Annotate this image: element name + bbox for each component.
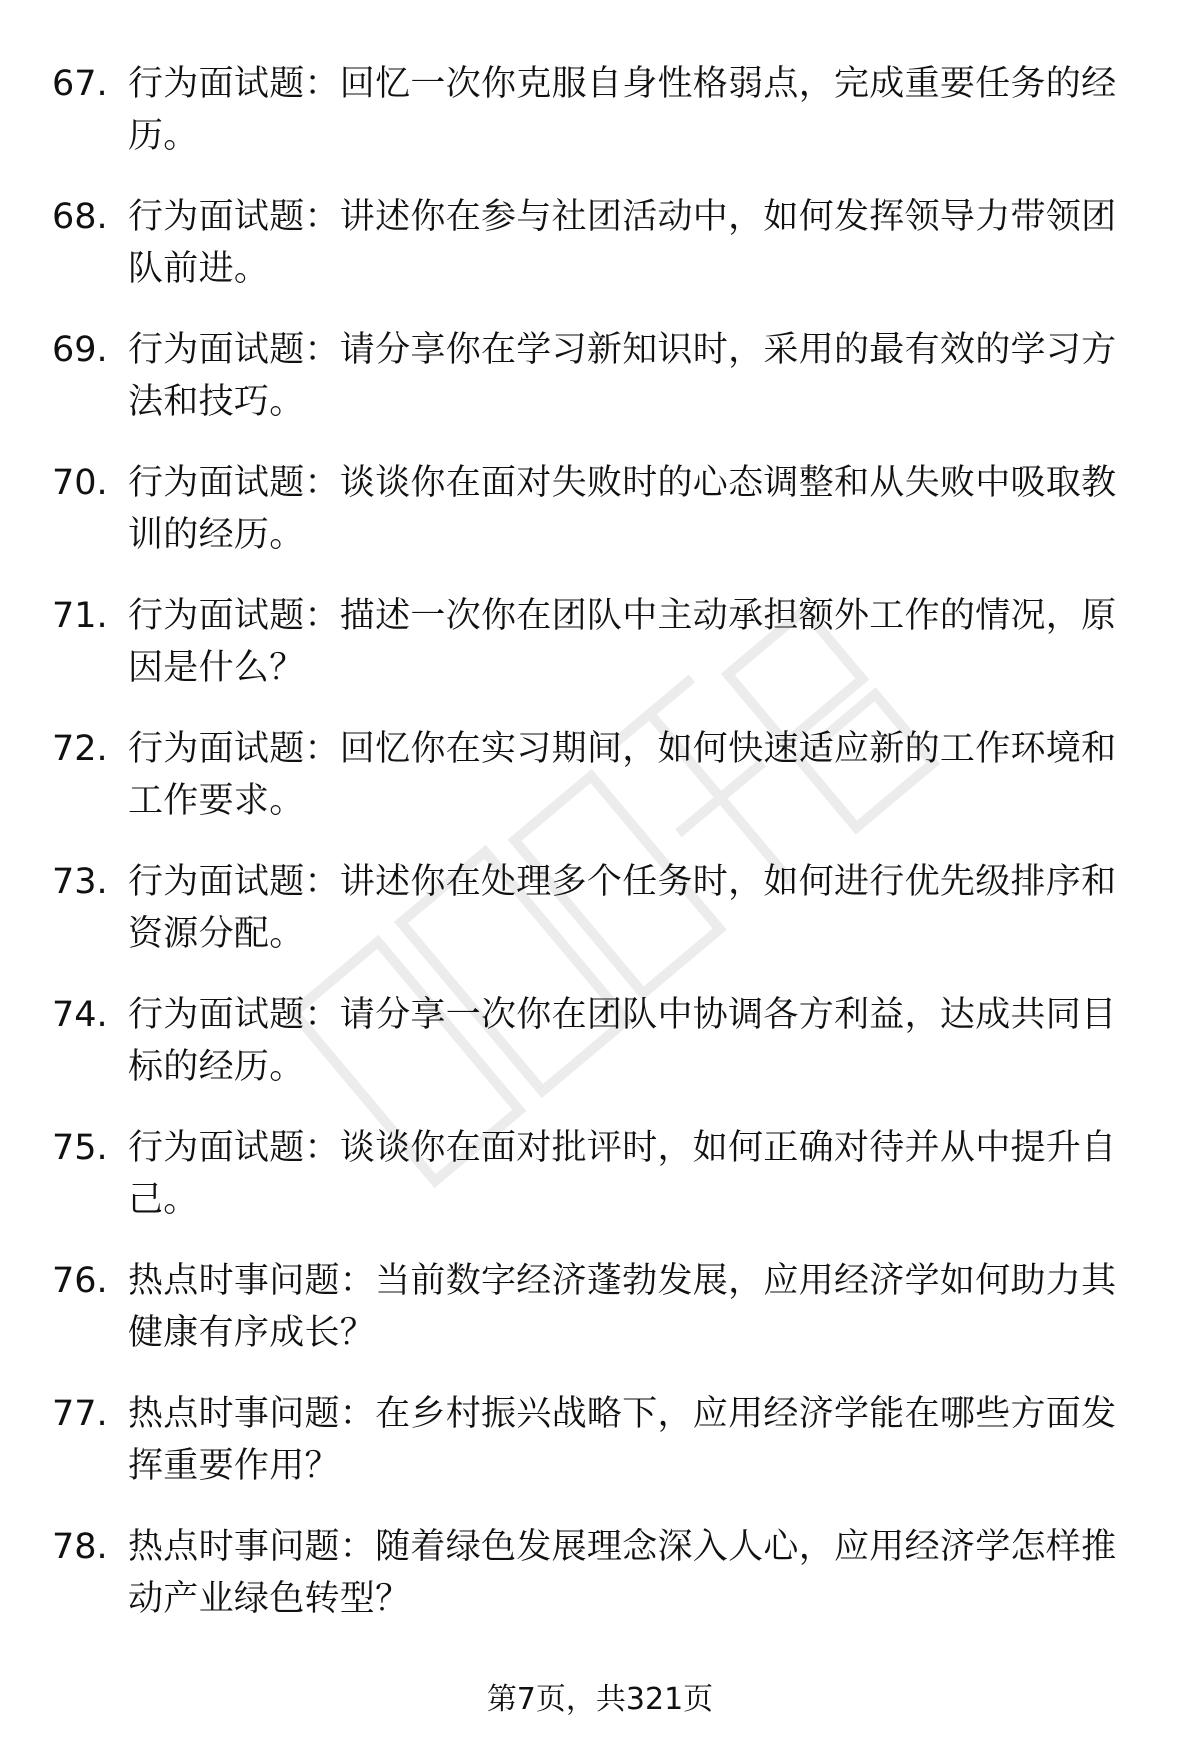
item-number: 72. [52, 729, 108, 769]
item-number: 78. [52, 1527, 108, 1567]
item-number: 70. [52, 463, 108, 503]
item-number: 69. [52, 330, 108, 370]
page-number-footer: 第7页，共321页 [486, 1682, 714, 1717]
item-number: 77. [52, 1394, 108, 1434]
item-number: 71. [52, 596, 108, 636]
item-text: 行为面试题：回忆一次你克服自身性格弱点，完成重要任务的经历。 [128, 64, 1117, 156]
list-item [52, 457, 1142, 577]
list-item [52, 1388, 1142, 1508]
item-number: 75. [52, 1128, 108, 1168]
list-item [52, 1122, 1142, 1242]
list-item [52, 191, 1142, 311]
item-number: 67. [52, 64, 108, 104]
item-number: 73. [52, 862, 108, 902]
item-number: 74. [52, 995, 108, 1035]
item-number: 68. [52, 197, 108, 237]
list-item [52, 723, 1142, 843]
list-item [52, 856, 1142, 976]
item-number: 76. [52, 1261, 108, 1301]
list-item [52, 58, 1142, 178]
item-text: 行为面试题：讲述你在参与社团活动中，如何发挥领导力带领团队前进。 [128, 197, 1117, 289]
item-text: 热点时事问题：在乡村振兴战略下，应用经济学能在哪些方面发挥重要作用？ [128, 1394, 1117, 1486]
list-item [52, 1521, 1142, 1641]
list-item [52, 1255, 1142, 1375]
item-text: 行为面试题：谈谈你在面对失败时的心态调整和从失败中吸取教训的经历。 [128, 463, 1117, 555]
item-text: 行为面试题：回忆你在实习期间，如何快速适应新的工作环境和工作要求。 [128, 729, 1117, 821]
question-list [52, 58, 1142, 1654]
list-item [52, 989, 1142, 1109]
item-text: 行为面试题：讲述你在处理多个任务时，如何进行优先级排序和资源分配。 [128, 862, 1117, 954]
list-item [52, 590, 1142, 710]
item-text: 热点时事问题：随着绿色发展理念深入人心，应用经济学怎样推动产业绿色转型？ [128, 1527, 1117, 1619]
item-text: 行为面试题：谈谈你在面对批评时，如何正确对待并从中提升自己。 [128, 1128, 1117, 1220]
item-text: 行为面试题：请分享一次你在团队中协调各方利益，达成共同目标的经历。 [128, 995, 1117, 1087]
item-text: 行为面试题：请分享你在学习新知识时，采用的最有效的学习方法和技巧。 [128, 330, 1117, 422]
item-text: 行为面试题：描述一次你在团队中主动承担额外工作的情况，原因是什么？ [128, 596, 1117, 688]
list-item [52, 324, 1142, 444]
item-text: 热点时事问题：当前数字经济蓬勃发展，应用经济学如何助力其健康有序成长？ [128, 1261, 1117, 1353]
